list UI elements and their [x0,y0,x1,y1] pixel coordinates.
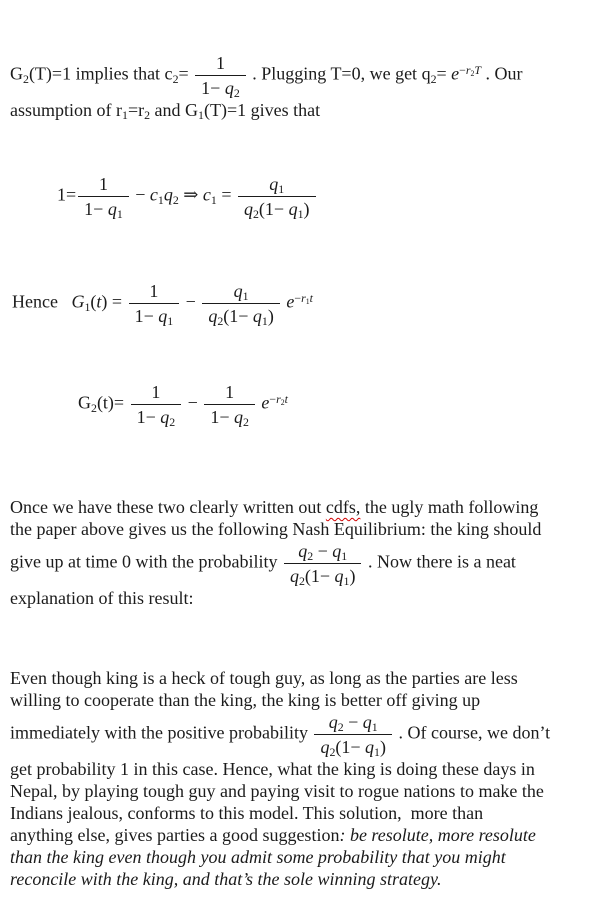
fraction-denominator [131,405,182,428]
text-run: G [10,63,23,84]
text-run: (T)=1 gives that [203,100,321,120]
equation-g2 [78,381,610,428]
italic-run: r [276,392,281,407]
subscript: 2 [23,71,29,86]
text-run: (T)=1 implies that c [28,63,173,84]
text-run: − [343,712,363,732]
text-run: explanation of this result: [10,588,194,608]
subscript: 1 [261,313,268,328]
italic-run: q [362,712,372,732]
fraction [236,173,318,220]
subscript: 2 [169,414,176,429]
text-run: − [181,291,201,312]
subscript: 1 [242,288,249,303]
text-run: (1− [258,199,289,219]
subscript: 1 [198,107,204,122]
fraction-denominator [202,304,280,327]
italic-run: e [451,63,460,84]
italic-run: c [149,184,158,205]
subscript: 2 [252,206,259,221]
fraction-numerator [195,52,246,76]
text-run: . Of course, we don’t [393,722,551,743]
subscript: 2 [144,107,151,122]
fraction [127,280,182,327]
italic-run: t [309,291,313,306]
italic-run: q [289,566,299,586]
subscript: 2 [172,192,179,207]
italic-run: q [233,407,243,427]
subscript: 1 [305,297,310,307]
superscript [459,63,481,77]
fraction-denominator [195,76,246,99]
text-run: . Our [481,63,523,84]
text-run: Even though king is a heck of tough guy, as long as the parties are less [10,668,518,688]
superscript [294,291,313,305]
text-run: willing to cooperate than the king, the king is better off giving up [10,690,481,710]
text-run: − [130,184,150,205]
text-run: assumption of r [10,100,122,120]
text-run: ⇒ [178,184,203,205]
text-run: Hence [12,291,72,312]
subscript: 1 [157,192,164,207]
italic-run: q [320,737,330,757]
text-run: 1− [134,306,159,326]
paragraph-1 [10,52,610,121]
text-run: . Plugging T=0, we get q [247,63,431,84]
fraction-numerator [202,280,280,304]
text-run: 1− [136,407,161,427]
fraction [129,381,184,428]
fraction-numerator [314,711,392,735]
text-run: Nepal, by playing tough guy and paying visit to rogue nations to make the [10,781,544,801]
italic-run: t [96,291,102,312]
subscript: 2 [172,71,179,86]
italic-run: q [252,306,262,326]
subscript: 2 [470,69,475,79]
italic-run: reconcile with the king, and that’s the sole winning strategy. [10,869,442,889]
italic-run: q [334,566,344,586]
subscript: 1 [116,206,123,221]
subscript: 1 [343,573,350,588]
subscript: 2 [217,313,224,328]
italic-run: q [332,541,342,561]
fraction [193,52,248,99]
subscript: 1 [371,719,378,734]
italic-run: q [288,199,298,219]
misspelled-word: cdfs, [325,497,361,517]
equation-g1 [12,280,610,327]
fraction-numerator [238,173,316,197]
fraction [202,381,257,428]
italic-run: t [284,392,288,407]
subscript: 1 [210,192,217,207]
subscript: 1 [278,181,285,196]
paragraph-2 [10,496,610,609]
fraction-numerator [78,173,129,197]
subscript: 1 [341,548,348,563]
italic-run: q [224,78,234,98]
italic-run: q [233,281,243,301]
superscript [269,392,288,406]
fraction-denominator [284,564,362,587]
text-run: = [178,63,194,84]
subscript: 1 [374,744,380,759]
subscript: 2 [307,548,314,563]
text-run: give up at time 0 with the probability [10,551,282,572]
fraction [312,711,394,758]
text-run: ) [303,199,310,219]
text-run: 1 [98,174,108,194]
italic-run: e [286,291,295,312]
italic-run: q [243,199,253,219]
fraction-numerator [131,381,182,405]
text-run: ) [267,306,274,326]
text-run: ) = [101,291,127,312]
text-run: − [183,392,203,413]
text-run: Indians jealous, conforms to this model. This solution, more than [10,803,484,823]
text-run: = [216,184,236,205]
text-run: 1= [57,184,77,205]
italic-run: q [107,199,117,219]
italic-run: c [202,184,211,205]
text-run: 1 [149,281,159,301]
italic-run: q [298,541,308,561]
italic-run: than the king even though you admit some probability that you might [10,847,506,867]
italic-run: q [163,184,173,205]
text-run: − [294,291,302,306]
text-run: Once we have these two clearly written out [10,497,326,517]
text-run: (1− [335,737,366,757]
subscript: 1 [122,107,128,122]
text-run: and G [150,100,199,120]
subscript: 1 [297,206,304,221]
fraction-denominator [129,304,180,327]
text-run: G [78,392,91,413]
equation-c1 [57,173,610,220]
italic-run: G [71,291,85,312]
subscript: 2 [337,719,344,734]
text-run: − [313,541,333,561]
text-run: anything else, gives parties a good suggestion [10,825,340,845]
fraction [76,173,131,220]
italic-run: T [474,63,482,78]
italic-run: q [160,407,170,427]
subscript: 1 [84,299,91,314]
text-run: =r [127,100,145,120]
italic-run: q [208,306,218,326]
text-run: 1 [151,382,161,402]
fraction-denominator [238,197,316,220]
italic-run: r [301,291,306,306]
text-run: . Now there is a neat [363,551,516,572]
text-run: 1 [215,53,225,73]
text-run: − [269,392,277,407]
text-run: 1− [84,199,108,219]
subscript: 2 [430,71,437,86]
fraction-numerator [204,381,255,405]
fraction-denominator [78,197,129,220]
italic-run: e [261,392,270,413]
text-run: ) [379,737,386,757]
italic-run: : be resolute, more resolute [339,825,536,845]
text-run: 1− [201,78,225,98]
text-run: (1− [223,306,253,326]
subscript: 2 [298,573,305,588]
italic-run: q [328,712,338,732]
fraction [200,280,282,327]
subscript: 2 [242,414,249,429]
italic-run: q [269,174,279,194]
subscript: 2 [91,400,97,415]
fraction-denominator [314,735,392,758]
italic-run: r [465,63,471,78]
text-run: the paper above gives us the following Nash Equilibrium: the king should [10,519,542,539]
text-run: (1− [304,566,335,586]
fraction-numerator [129,280,180,304]
fraction-denominator [204,405,255,428]
italic-run: q [158,306,168,326]
subscript: 2 [280,398,285,408]
subscript: 2 [233,85,240,100]
subscript: 2 [329,744,336,759]
text-run: − [459,63,466,78]
text-run: 1− [210,407,234,427]
text-run: (t)= [96,392,129,413]
text-run: 1 [225,382,235,402]
text-run: the ugly math following [360,497,539,517]
fraction-numerator [284,540,362,564]
text-run: = [436,63,452,84]
subscript: 1 [167,313,174,328]
text-run: immediately with the positive probability [10,722,313,743]
text-run: get probability 1 in this case. Hence, what the king is doing these days in [10,759,535,779]
fraction [282,540,364,587]
paragraph-3 [10,667,610,890]
text-run: ( [90,291,97,312]
italic-run: q [365,737,375,757]
text-run: ) [349,566,356,586]
